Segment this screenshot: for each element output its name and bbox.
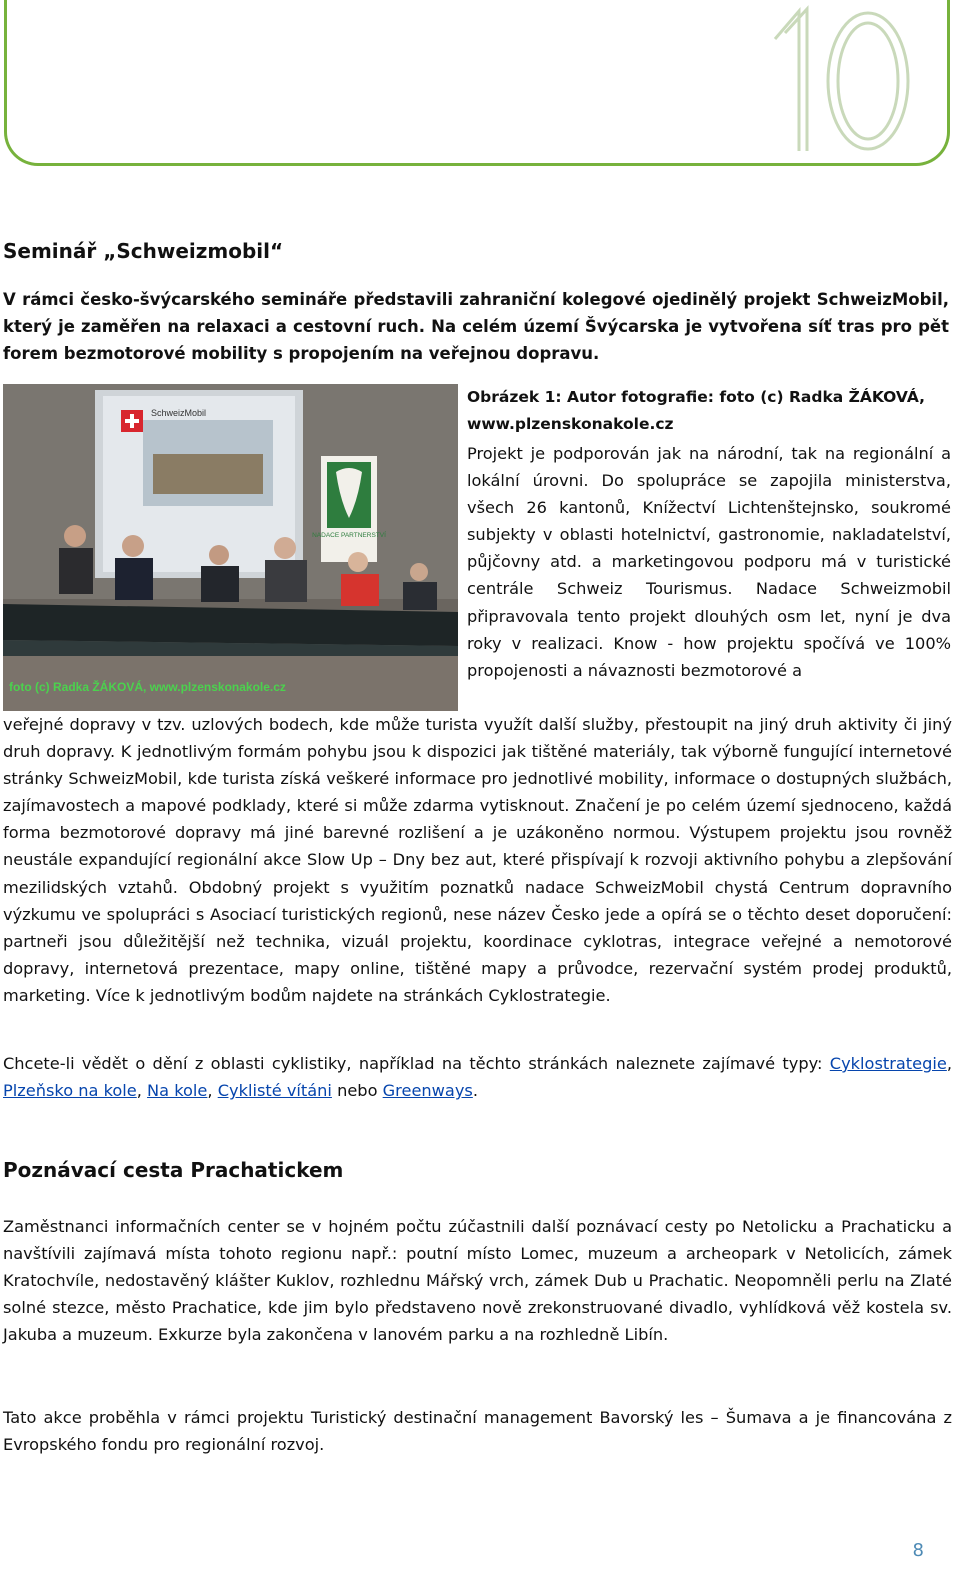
link-separator: ,	[946, 1054, 952, 1073]
link-greenways[interactable]: Greenways	[382, 1081, 473, 1101]
links-intro: Chcete-li vědět o dění z oblasti cyklistiky, například na těchto stránkách naleznete zajímavé typy:	[3, 1054, 823, 1073]
screen-label: SchweizMobil	[151, 408, 207, 418]
article2-para1: Zaměstnanci informačních center se v hojném počtu zúčastnili další poznávací cesty po Netolicku a Prachaticku a navštívili zajímavá místa tohoto regionu např.: poutní místo Lomec, muzeum a archeopark v Netolicích, zámek Kratochvíle, nedostavěný klášter Kuklov, rozhlednu Mářský vrch, zámek Dub u Prachatic. Neopomněli perlu na Zlaté solné stezce, město Prachatice, kde jim bylo představeno nově zrekonstruované divadlo, vyhlídková věž kostela sv. Jakuba a muzeum. Exkurze byla zakončena v lanovém parku a na rozhledně Libín.	[3, 1217, 952, 1345]
link-separator: nebo	[331, 1081, 383, 1101]
seminar-photo-illustration	[3, 384, 458, 711]
link-cyklostrategie[interactable]: Cyklostrategie	[829, 1054, 947, 1073]
chapter-number: 10	[839, 145, 841, 146]
photo-watermark: foto (c) Radka ŽÁKOVÁ, www.plzenskonakole.cz	[9, 680, 286, 694]
link-separator: ,	[207, 1081, 218, 1101]
photo-caption: Obrázek 1: Autor fotografie: foto (c) Radka ŽÁKOVÁ, www.plzenskonakole.cz	[467, 388, 926, 433]
seminar-photo	[3, 384, 458, 711]
header-frame	[4, 0, 950, 166]
article-lead: V rámci česko-švýcarského semináře představili zahraniční kolegové ojedinělý projekt SchweizMobil, který je zaměřen na relaxaci a cestovní ruch. Na celém území Švýcarska je vytvořena síť tras pro pět forem bezmotorové mobility s propojením na veřejnou dopravu.	[3, 290, 949, 363]
link-plzensko-na-kole[interactable]: Plzeňsko na kole	[3, 1081, 137, 1101]
link-na-kole[interactable]: Na kole	[147, 1081, 208, 1101]
link-cykliste-vitani[interactable]: Cyklisté vítáni	[217, 1081, 332, 1101]
links-paragraph	[3, 1050, 952, 1104]
logo-text: NADACE PARTNERSTVÍ	[312, 532, 386, 539]
link-end: .	[472, 1081, 478, 1101]
article-title: Seminář „Schweizmobil“	[3, 239, 284, 263]
article-body: veřejné dopravy v tzv. uzlových bodech, kde může turista využít další služby, přestoupit na jiný druh aktivity či jiný druh dopravy. K jednotlivým formám pohybu jsou k dispozici jak tištěné materiály, tak výborně fungující internetové stránky SchweizMobil, kde turista získá veškeré informace pro jednotlivé mobility, informace o dostupných službách, zajímavostech a mapové podklady, které si může zdarma vytisknout. Značení je po celém území sjednoceno, každá forma bezmotorové dopravy má jiné barevné rozlišení a je uzákoněno normou. Výstupem projektu jsou rovněž neustále expandující regionální akce Slow Up – Dny bez aut, které přispívají k rozvoji aktivního pohybu a zlepšování mezilidských vztahů. Obdobný projekt s využitím poznatků nadace SchweizMobil chystá Centrum dopravního výzkumu ve spolupráci s Asociací turistických regionů, nese název Česko jede a opírá se o těchto deset doporučení: partneři jsou důležitější než technika, vizuál projektu, koordinace cyklotras, integrace veřejné a nemotorové dopravy, internetová prezentace, mapy online, tištěné mapy a průvodce, rezervační systém prodej produktů, marketing. Více k jednotlivým bodům najdete na stránkách Cyklostrategie.	[3, 715, 952, 1005]
link-separator: ,	[136, 1081, 148, 1101]
article2-title: Poznávací cesta Prachatickem	[3, 1158, 344, 1182]
chapter-number-graphic	[765, 5, 915, 155]
article-body-beside-photo: Projekt je podporován jak na národní, tak na regionální a lokální úrovni. Do spolupráce se zapojila ministerstva, všech 26 kantonů, Knížectví Lichtenštejnsko, soukromé subjekty v oblasti hotelnictví, gastronomie, nakladatelství, půjčovny atd. a marketingovou podporu má v turistické centrále Schweiz Tourismus. Nadace Schweizmobil připravovala tento projekt dlouhých osm let, nyní je dva roky v realizaci. Know - how projektu spočívá ve 100% propojenosti a návaznosti bezmotorové a	[467, 444, 951, 680]
page-number: 8	[912, 1540, 924, 1561]
article2-para2: Tato akce proběhla v rámci projektu Turistický destinační management Bavorský les – Šumava a je financována z Evropského fondu pro regionální rozvoj.	[3, 1408, 952, 1455]
